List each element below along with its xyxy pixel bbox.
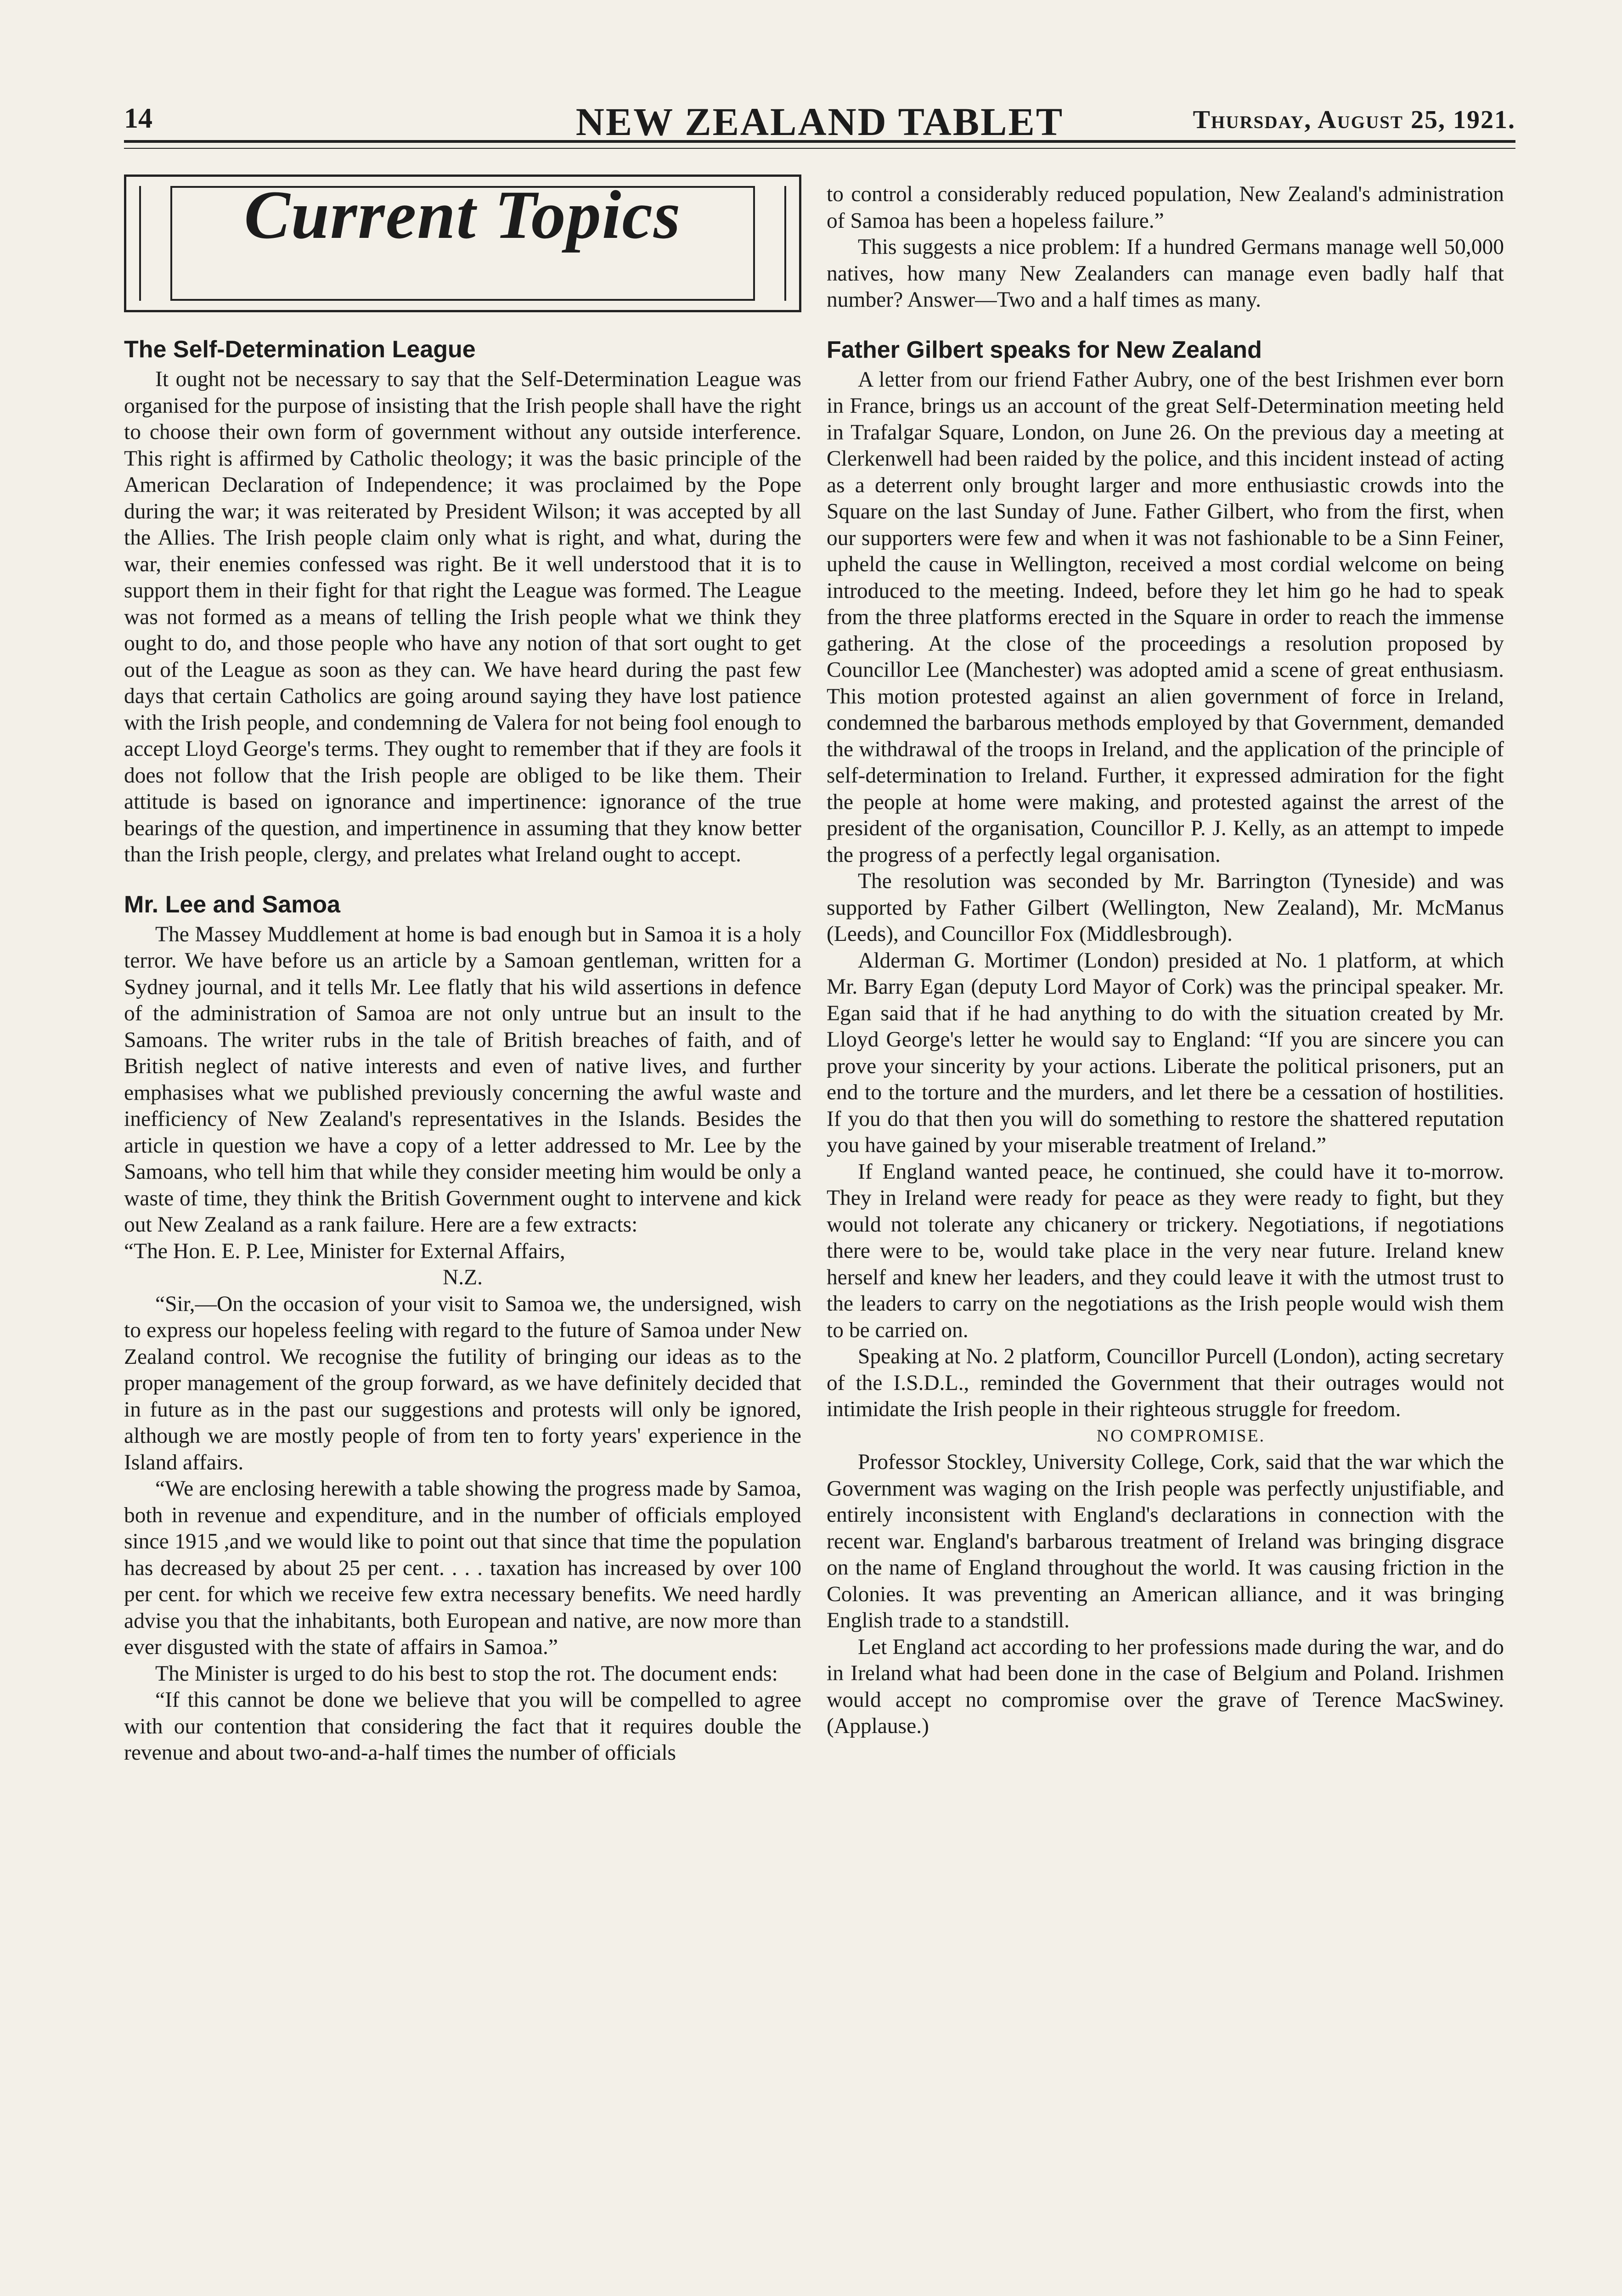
paragraph: The Massey Muddlement at home is bad enough but in Samoa it is a holy terror. We have before us an article by a Samoan gentleman, written for a Sydney journal, and it tells Mr. Lee flatly that his wild assertions in defence of the administration of Samoa are not only untrue but an insult to the Samoans. The writer rubs in the tale of British breaches of faith, and of British neglect of native interests and even of native lives, and further emphasises what we published previously concerning the awful waste and inefficiency of New Zealand's representatives in the Islands. Besides the article in question we have a copy of a letter addressed to Mr. Lee by the Samoans, who tell him that while they consider meeting him would be only a waste of time, they think the British Government ought to intervene and kick out New Zealand as a rank failure. Here are a few extracts: — [124, 922, 801, 1237]
current-topics-banner — [124, 174, 801, 312]
paragraph: If England wanted peace, he continued, she could have it to-morrow. They in Ireland were ready for peace as they were ready to fight, but they would not tolerate any chicanery or trickery. Negotiations, if negotiations there were to be, would take place in the very near future. Ireland knew herself and knew her leaders, and they could leave it with the utmost trust to the leaders to carry on the negotiations as the Irish people would wish them to be carried on. — [827, 1159, 1504, 1342]
paragraph: The Minister is urged to do his best to stop the rot. The document ends: — [155, 1661, 778, 1686]
section-gap — [124, 868, 801, 890]
paragraph: It ought not be necessary to say that the Self-Determination League was organised for the purpose of insisting that the Irish people shall have the right to choose their own form of government without any outside interference. This right is affirmed by Catholic theology; it was the basic principle of the American Declaration of Independence; it was proclaimed by the Pope during the war; it was reiterated by President Wilson; it was accepted by all the Allies. The Irish people claim only what is right, and what, during the war, their enemies confessed was right. Be it well understood that it is to support them in their fight for that right the League was formed. The League was not formed as a means of telling the Irish people what we think they ought to do, and those people who have any notion of that sort ought to get out of the League as soon as they can. We have heard during the past few days that certain Catholics are going around saying they have lost patience with the Irish people, and condemning de Valera for not being fool enough to accept Lloyd George's terms. They ought to remember that if they are fools it does not follow that the Irish people are obliged to be like them. Their attitude is based on ignorance and impertinence: ignorance of the true bearings of the question, and impertinence in assuming that they know better than the Irish people, clergy, and prelates what Ireland ought to accept. — [124, 367, 801, 867]
left-column — [124, 174, 801, 1767]
banner-title: Current Topics — [244, 177, 681, 253]
subheading-no-compromise: NO COMPROMISE. — [1096, 1426, 1266, 1446]
paragraph: The resolution was seconded by Mr. Barrington (Tyneside) and was supported by Father Gilbert (Wellington, New Zealand), Mr. McManus (Leeds), and Councillor Fox (Middlesbrough). — [827, 869, 1504, 946]
paragraph: “Sir,—On the occasion of your visit to Samoa we, the undersigned, wish to express our hopeless feeling with regard to the future of Samoa under New Zealand control. We recognise the futility of bringing our ideas as to the proper management of the group forward, as we have definitely decided that in future as in the past our suggestions and protests will only be ignored, although we are mostly people of from ten to forty years' experience in the Island affairs. — [124, 1292, 801, 1474]
paragraph: This suggests a nice problem: If a hundred Germans manage well 50,000 natives, how many New Zealanders can manage even badly half that number? Answer—Two and a half times as many. — [827, 235, 1504, 312]
paragraph: “If this cannot be done we believe that you will be compelled to agree with our contention that considering the fact that it requires double the revenue and about two-and-a-half times the number of officials — [124, 1688, 801, 1765]
paragraph-continued: to control a considerably reduced population, New Zealand's administration of Samoa has been a hopeless failure.” — [827, 182, 1504, 233]
paragraph: Professor Stockley, University College, Cork, said that the war which the Government was waging on the Irish people was perfectly unjustifiable, and entirely inconsistent with England's declarations in connection with the recent war. England's barbarous treatment of Ireland was bringing disgrace on the name of England throughout the world. It was causing friction in the Colonies. It was preventing an American alliance, and it was bringing English trade to a standstill. — [827, 1450, 1504, 1632]
right-column — [827, 181, 1504, 1740]
page-number: 14 — [124, 103, 152, 134]
masthead-title: NEW ZEALAND TABLET — [575, 100, 1064, 144]
section-heading-self-determination: The Self-Determination League — [124, 336, 476, 363]
issue-date: Thursday, August 25, 1921. — [1193, 106, 1515, 134]
running-head — [124, 99, 1515, 144]
letter-address: “The Hon. E. P. Lee, Minister for External Affairs, — [124, 1239, 565, 1263]
paragraph: Speaking at No. 2 platform, Councillor Purcell (London), acting secretary of the I.S.D.L., reminded the Government that their outrages would not intimidate the Irish people in their righteous struggle for freedom. — [827, 1345, 1504, 1421]
head-rule-thick — [124, 140, 1515, 143]
section-gap — [827, 314, 1504, 336]
letter-address-nz: N.Z. — [442, 1266, 483, 1289]
paragraph: Let England act according to her professions made during the war, and do in Ireland what had been done in the case of Belgium and Poland. Irishmen would accept no compromise over the grave of Terence MacSwiney. (Applause.) — [827, 1635, 1504, 1738]
paragraph: A letter from our friend Father Aubry, one of the best Irishmen ever born in France, brings us an account of the great Self-Determination meeting held in Trafalgar Square, London, on June 26. On the previous day a meeting at Clerkenwell had been raided by the police, and this incident instead of acting as a deterrent only brought larger and more enthusiastic crowds into the Square on the last Sunday of June. Father Gilbert, who from the first, when our supporters were few and when it was not fashionable to be a Sinn Feiner, upheld the cause in Wellington, received a most cordial welcome on being introduced to the meeting. Indeed, before they let him go he had to speak from the three platforms erected in the Square in order to reach the immense gathering. At the close of the proceedings a resolution proposed by Councillor Lee (Manchester) was adopted amid a scene of great enthusiasm. This motion protested against an alien government of force in Ireland, condemned the barbarous methods employed by that Government, demanded the withdrawal of the troops in Ireland, and the application of the principle of self-determination to Ireland. Further, it expressed admiration for the fight the people at home were making, and protested against the arrest of the president of the organisation, Councillor P. J. Kelly, as an attempt to impede the progress of a perfectly legal organisation. — [827, 367, 1504, 867]
paragraph: Alderman G. Mortimer (London) presided at No. 1 platform, at which Mr. Barry Egan (deputy Lord Mayor of Cork) was the principal speaker. Mr. Egan said that if he had anything to do with the situation created by Mr. Lloyd George's letter he would say to England: “If you are sincere you can prove your sincerity by your actions. Liberate the political prisoners, put an end to the torture and the murders, and let there be a cessation of hostilities. If you do that then you will do something to restore the shattered reputation you have gained by your miserable treatment of Ireland.” — [827, 948, 1504, 1157]
section-heading-lee-samoa: Mr. Lee and Samoa — [124, 891, 341, 918]
head-rule-thin — [124, 148, 1515, 149]
section-heading-father-gilbert: Father Gilbert speaks for New Zealand — [827, 336, 1262, 363]
paragraph: “We are enclosing herewith a table showing the progress made by Samoa, both in revenue and expenditure, and in the number of officials employed since 1915 ,and we would like to point out that since that time the population has decreased by about 25 per cent. . . . taxation has increased by over 100 per cent. for which we receive few extra necessary benefits. We need hardly advise you that the inhabitants, both European and native, are now more than ever disgusted with the state of affairs in Samoa.” — [124, 1477, 801, 1659]
